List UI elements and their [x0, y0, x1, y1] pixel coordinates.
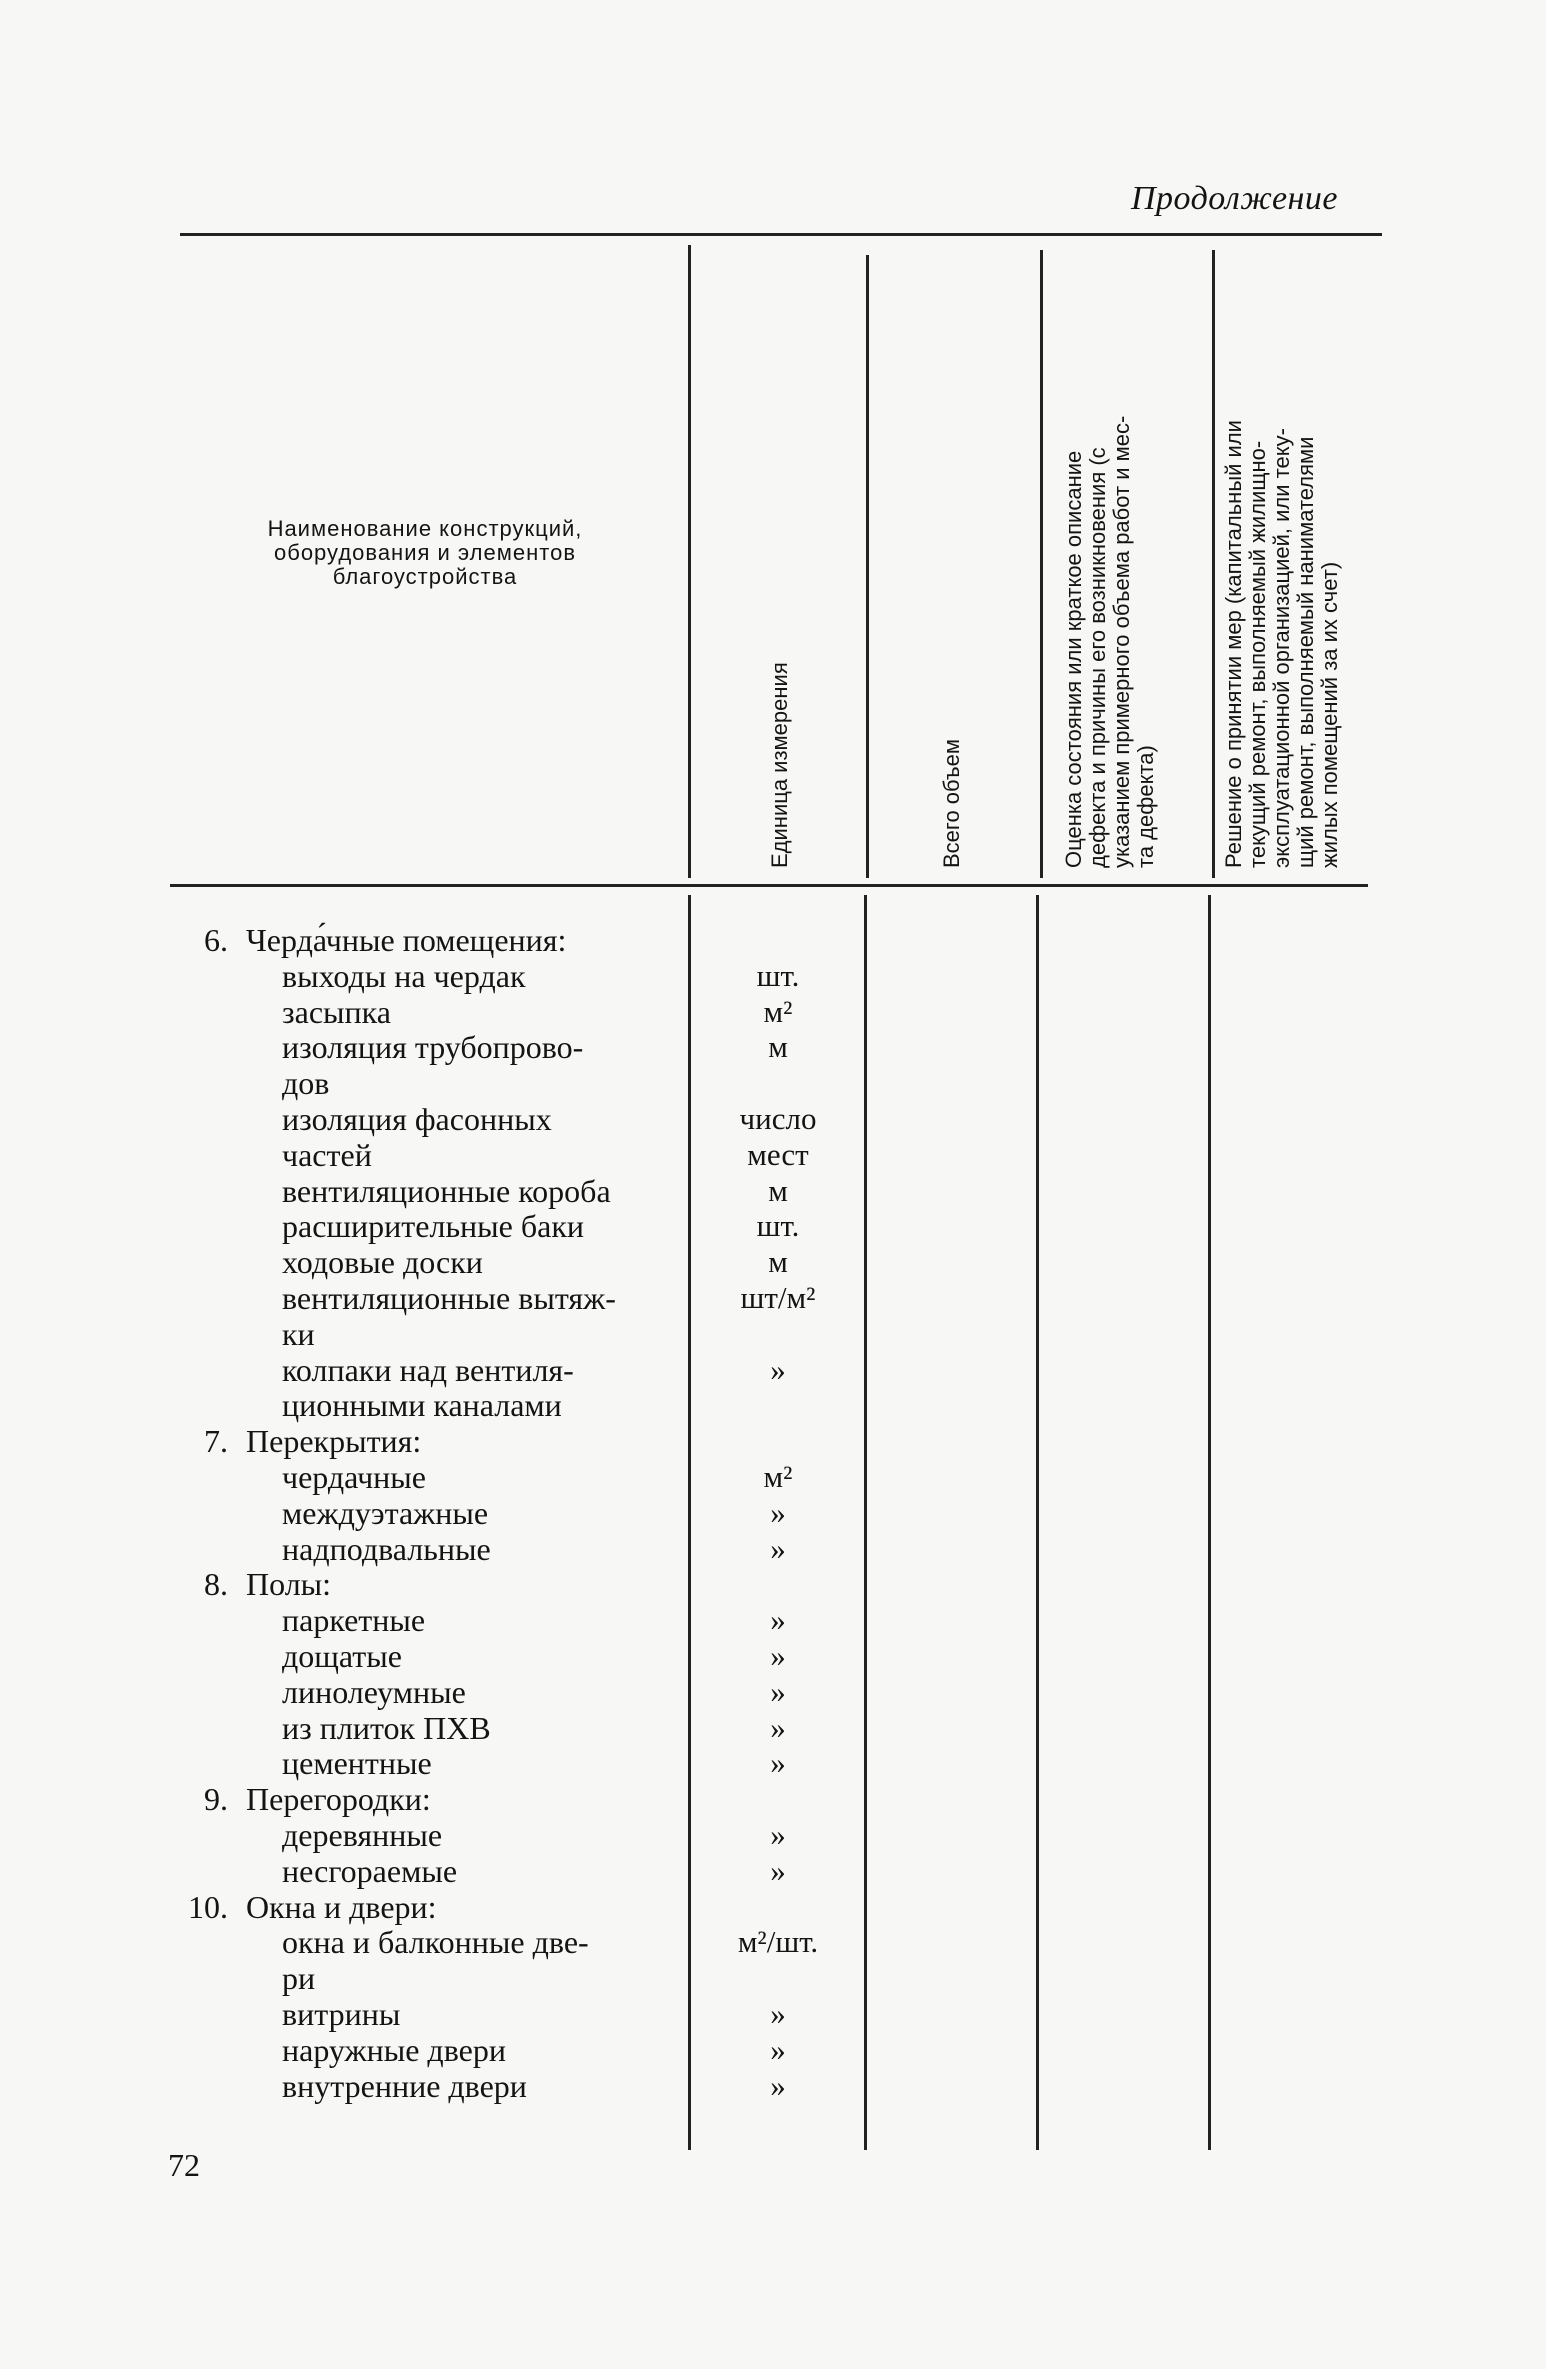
row-unit: » [770, 2068, 786, 2103]
row-unit: » [770, 1853, 786, 1888]
row-unit: м² [763, 994, 793, 1029]
table-row [0, 1924, 1546, 1960]
header-assessment-line: та дефекта) [1133, 745, 1158, 868]
row-label: дов [282, 1065, 330, 1101]
header-decision-line: Решение о принятии мер (капитальный или [1221, 420, 1246, 868]
row-unit: м [768, 1029, 788, 1064]
header-decision-line: текущий ремонт, выполняемый жилищно- [1245, 440, 1270, 868]
table-row [0, 1996, 1546, 2032]
row-label: ходовые доски [282, 1244, 483, 1280]
row-unit: м² [763, 1459, 793, 1494]
row-label: внутренние двери [282, 2068, 527, 2104]
row-label: ри [282, 1960, 316, 1996]
table-row [0, 994, 1546, 1030]
row-unit: мест [747, 1137, 809, 1172]
header-divider-4 [1212, 250, 1215, 878]
table-row [0, 1208, 1546, 1244]
row-label: Черда́чные помещения: [246, 922, 567, 958]
section-row [0, 1889, 1546, 1925]
header-decision-line: эксплуатационной организацией, или теку- [1269, 428, 1294, 868]
header-name-line: оборудования и элементов [273, 540, 577, 565]
row-unit: м [768, 1244, 788, 1279]
page-number: 72 [168, 2147, 200, 2183]
row-label: окна и балконные две- [282, 1924, 589, 1960]
table-row [0, 1459, 1546, 1495]
row-label: вентиляционные вытяж- [282, 1280, 616, 1316]
table-row [0, 1387, 1546, 1423]
row-unit: шт. [756, 1208, 800, 1243]
row-label: цементные [282, 1745, 432, 1781]
row-label: расширительные баки [282, 1208, 585, 1244]
row-label: чердачные [282, 1459, 426, 1495]
header-name [180, 517, 670, 589]
row-label: несгораемые [282, 1853, 458, 1889]
row-unit: » [770, 1710, 786, 1745]
table-row [0, 1173, 1546, 1209]
header-divider-2 [866, 255, 869, 878]
section-row [0, 922, 1546, 958]
header-decision-line: жилых помещений за их счет) [1317, 561, 1342, 868]
row-label: паркетные [282, 1602, 426, 1638]
header-assessment-line: Оценка состояния или краткое описание [1061, 450, 1086, 868]
table-row [0, 1495, 1546, 1531]
row-label: выходы на чердак [282, 958, 526, 994]
table-row [0, 1817, 1546, 1853]
row-label: колпаки над вентиля- [282, 1352, 574, 1388]
row-number: 9. [204, 1781, 228, 1817]
table-row [0, 1280, 1546, 1316]
row-label: Окна и двери: [246, 1889, 437, 1925]
row-label: частей [282, 1137, 372, 1173]
row-unit: » [770, 2032, 786, 2067]
row-number: 10. [188, 1889, 228, 1925]
row-label: вентиляционные короба [282, 1173, 611, 1209]
header-assessment-line: дефекта и причины его возникновения (с [1085, 447, 1110, 868]
section-row [0, 1423, 1546, 1459]
table-row [0, 1710, 1546, 1746]
row-label: Полы: [246, 1566, 332, 1602]
header-divider-1 [688, 245, 691, 878]
row-number: 8. [204, 1566, 228, 1602]
row-label: из плиток ПХВ [282, 1710, 491, 1746]
row-label: ки [282, 1316, 315, 1352]
row-label: дощатые [282, 1638, 402, 1674]
row-unit: » [770, 1996, 786, 2031]
row-label: витрины [282, 1996, 401, 2032]
header-unit-text: Единица измерения [767, 662, 792, 868]
continuation-label: Продолжение [1130, 180, 1338, 217]
header-divider-3 [1040, 250, 1043, 878]
table-row [0, 1960, 1546, 1996]
section-row [0, 1781, 1546, 1817]
table-row [0, 958, 1546, 994]
table-row [0, 2068, 1546, 2104]
section-row [0, 1566, 1546, 1602]
table-top-rule [180, 233, 1382, 236]
header-name-line: Наименование конструкций, [267, 516, 583, 541]
row-unit: шт/м² [740, 1280, 816, 1315]
table-row [0, 1316, 1546, 1352]
row-unit: шт. [756, 958, 800, 993]
table-row [0, 1244, 1546, 1280]
header-decision-line: щий ремонт, выполняемый нанимателями [1293, 436, 1318, 868]
row-unit: м [768, 1173, 788, 1208]
row-label: междуэтажные [282, 1495, 489, 1531]
header-bottom-rule [170, 884, 1368, 887]
row-unit: число [739, 1101, 817, 1136]
row-unit: » [770, 1531, 786, 1566]
table-row [0, 1531, 1546, 1567]
row-unit: » [770, 1352, 786, 1387]
table-row [0, 1065, 1546, 1101]
header-assessment-line: указанием примерного объема работ и мес- [1109, 415, 1134, 868]
row-unit: » [770, 1745, 786, 1780]
table-row [0, 1853, 1546, 1889]
row-unit: » [770, 1817, 786, 1852]
row-label: Перегородки: [246, 1781, 431, 1817]
row-unit: » [770, 1602, 786, 1637]
table-row [0, 1674, 1546, 1710]
table-row [0, 1101, 1546, 1137]
table-row [0, 1638, 1546, 1674]
row-label: изоляция трубопрово- [282, 1029, 584, 1065]
row-number: 6. [204, 922, 228, 958]
header-name-line: благоустройства [332, 564, 518, 589]
row-number: 7. [204, 1423, 228, 1459]
row-label: Перекрытия: [246, 1423, 422, 1459]
row-label: засыпка [282, 994, 391, 1030]
table-row [0, 1137, 1546, 1173]
row-unit: » [770, 1495, 786, 1530]
header-total-text: Всего объем [939, 738, 964, 868]
table-row [0, 2032, 1546, 2068]
row-unit: » [770, 1638, 786, 1673]
row-label: деревянные [282, 1817, 443, 1853]
table-row [0, 1602, 1546, 1638]
row-label: надподвальные [282, 1531, 491, 1567]
row-label: наружные двери [282, 2032, 506, 2068]
table-row [0, 1352, 1546, 1388]
row-unit: м²/шт. [737, 1924, 819, 1959]
row-label: изоляция фасонных [282, 1101, 552, 1137]
row-label: линолеумные [282, 1674, 466, 1710]
row-label: ционными каналами [282, 1387, 562, 1423]
row-unit: » [770, 1674, 786, 1709]
table-row [0, 1029, 1546, 1065]
table-row [0, 1745, 1546, 1781]
